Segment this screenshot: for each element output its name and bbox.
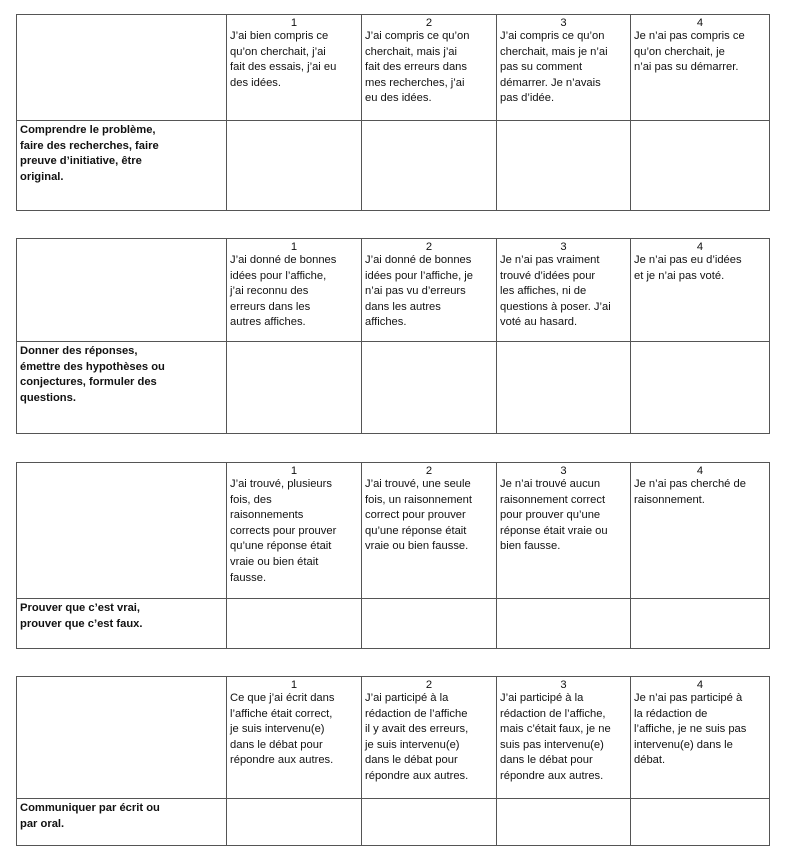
level-description: Je n’ai pas cherché de raisonnement.	[634, 478, 746, 506]
level-cell	[227, 463, 362, 599]
level-cell	[227, 15, 362, 121]
level-cell	[497, 463, 631, 599]
level-cell	[362, 239, 497, 342]
criterion-row	[17, 342, 770, 434]
level-cell	[631, 15, 770, 121]
assessment-cell[interactable]	[227, 799, 362, 846]
rubric-table-comprendre	[16, 14, 770, 211]
level-description: J’ai compris ce qu’on cherchait, mais j’ai fait des erreurs dans mes recherches, j’ai eu des idées.	[365, 30, 470, 105]
rubric-table-prouver	[16, 462, 770, 649]
level-number: 4	[696, 17, 704, 29]
rubric-table-communiquer	[16, 676, 770, 846]
assessment-cell[interactable]	[631, 121, 770, 211]
level-number: 3	[560, 17, 567, 29]
criterion-label: Comprendre le problème, faire des recherches, faire preuve d’initiative, être original.	[17, 121, 227, 211]
level-cell	[362, 15, 497, 121]
level-description: J’ai compris ce qu’on cherchait, mais je n’ai pas su comment démarrer. Je n’avais pas d’idée.	[500, 30, 608, 105]
empty-corner-cell	[17, 15, 227, 121]
assessment-cell[interactable]	[497, 342, 631, 434]
level-number: 3	[560, 241, 567, 253]
assessment-cell[interactable]	[227, 121, 362, 211]
assessment-cell[interactable]	[497, 799, 631, 846]
assessment-cell[interactable]	[631, 799, 770, 846]
empty-corner-cell	[17, 463, 227, 599]
assessment-cell[interactable]	[631, 599, 770, 649]
level-number: 1	[290, 679, 298, 691]
level-number: 4	[696, 241, 704, 253]
level-number: 1	[290, 17, 298, 29]
criterion-row	[17, 799, 770, 846]
level-header-row	[17, 677, 770, 799]
criterion-row	[17, 121, 770, 211]
level-number: 2	[425, 241, 433, 253]
assessment-cell[interactable]	[631, 342, 770, 434]
level-description: J’ai trouvé, plusieurs fois, des raisonnements corrects pour prouver qu’une réponse était vraie ou bien était fausse.	[230, 478, 337, 584]
level-description: Je n’ai pas participé à la rédaction de l’affiche, je ne suis pas intervenu(e) dans le débat.	[634, 692, 747, 767]
criterion-label: Prouver que c’est vrai, prouver que c’est faux.	[17, 599, 227, 649]
level-header-row	[17, 239, 770, 342]
level-cell	[362, 463, 497, 599]
criterion-row	[17, 599, 770, 649]
empty-corner-cell	[17, 239, 227, 342]
level-number: 3	[560, 465, 567, 477]
assessment-cell[interactable]	[362, 342, 497, 434]
assessment-cell[interactable]	[362, 599, 497, 649]
level-description: J’ai donné de bonnes idées pour l’affiche, j’ai reconnu des erreurs dans les autres affiches.	[230, 254, 337, 329]
level-number: 1	[290, 241, 298, 253]
level-cell	[631, 463, 770, 599]
level-cell	[631, 239, 770, 342]
assessment-cell[interactable]	[362, 799, 497, 846]
level-number: 2	[425, 17, 433, 29]
level-cell	[227, 677, 362, 799]
level-description: Je n’ai pas vraiment trouvé d’idées pour les affiches, ni de questions à poser. J’ai voté au hasard.	[500, 254, 611, 329]
assessment-cell[interactable]	[497, 121, 631, 211]
criterion-label: Communiquer par écrit ou par oral.	[17, 799, 227, 846]
level-description: J’ai bien compris ce qu’on cherchait, j’ai fait des essais, j’ai eu des idées.	[230, 30, 337, 89]
level-description: J’ai participé à la rédaction de l’affiche il y avait des erreurs, je suis intervenu(e) dans le débat pour répondre aux autres.	[365, 692, 469, 782]
level-number: 4	[696, 465, 704, 477]
level-description: Ce que j’ai écrit dans l’affiche était correct, je suis intervenu(e) dans le débat pour répondre aux autres.	[230, 692, 335, 767]
criterion-label: Donner des réponses, émettre des hypothèses ou conjectures, formuler des questions.	[17, 342, 227, 434]
assessment-cell[interactable]	[227, 599, 362, 649]
assessment-cell[interactable]	[362, 121, 497, 211]
level-header-row	[17, 15, 770, 121]
level-cell	[497, 15, 631, 121]
level-description: J’ai participé à la rédaction de l’affiche, mais c’était faux, je ne suis pas intervenu(e) dans le débat pour répondre aux autres.	[500, 692, 611, 782]
level-number: 1	[290, 465, 298, 477]
rubric-table-donner	[16, 238, 770, 434]
level-description: Je n’ai trouvé aucun raisonnement correct pour prouver qu’une réponse était vraie ou bien fausse.	[500, 478, 608, 553]
assessment-cell[interactable]	[227, 342, 362, 434]
level-cell	[631, 677, 770, 799]
level-number: 3	[560, 679, 567, 691]
level-cell	[497, 677, 631, 799]
level-cell	[227, 239, 362, 342]
level-description: Je n’ai pas compris ce qu’on cherchait, je n’ai pas su démarrer.	[634, 30, 745, 74]
level-number: 2	[425, 679, 433, 691]
level-cell	[497, 239, 631, 342]
level-number: 4	[696, 679, 704, 691]
level-header-row	[17, 463, 770, 599]
level-description: J’ai trouvé, une seule fois, un raisonnement correct pour prouver qu’une réponse était vraie ou bien fausse.	[365, 478, 472, 553]
level-cell	[362, 677, 497, 799]
level-description: Je n’ai pas eu d’idées et je n’ai pas voté.	[634, 254, 742, 282]
assessment-cell[interactable]	[497, 599, 631, 649]
level-number: 2	[425, 465, 433, 477]
level-description: J’ai donné de bonnes idées pour l’affiche, je n’ai pas vu d’erreurs dans les autres affiches.	[365, 254, 474, 329]
empty-corner-cell	[17, 677, 227, 799]
